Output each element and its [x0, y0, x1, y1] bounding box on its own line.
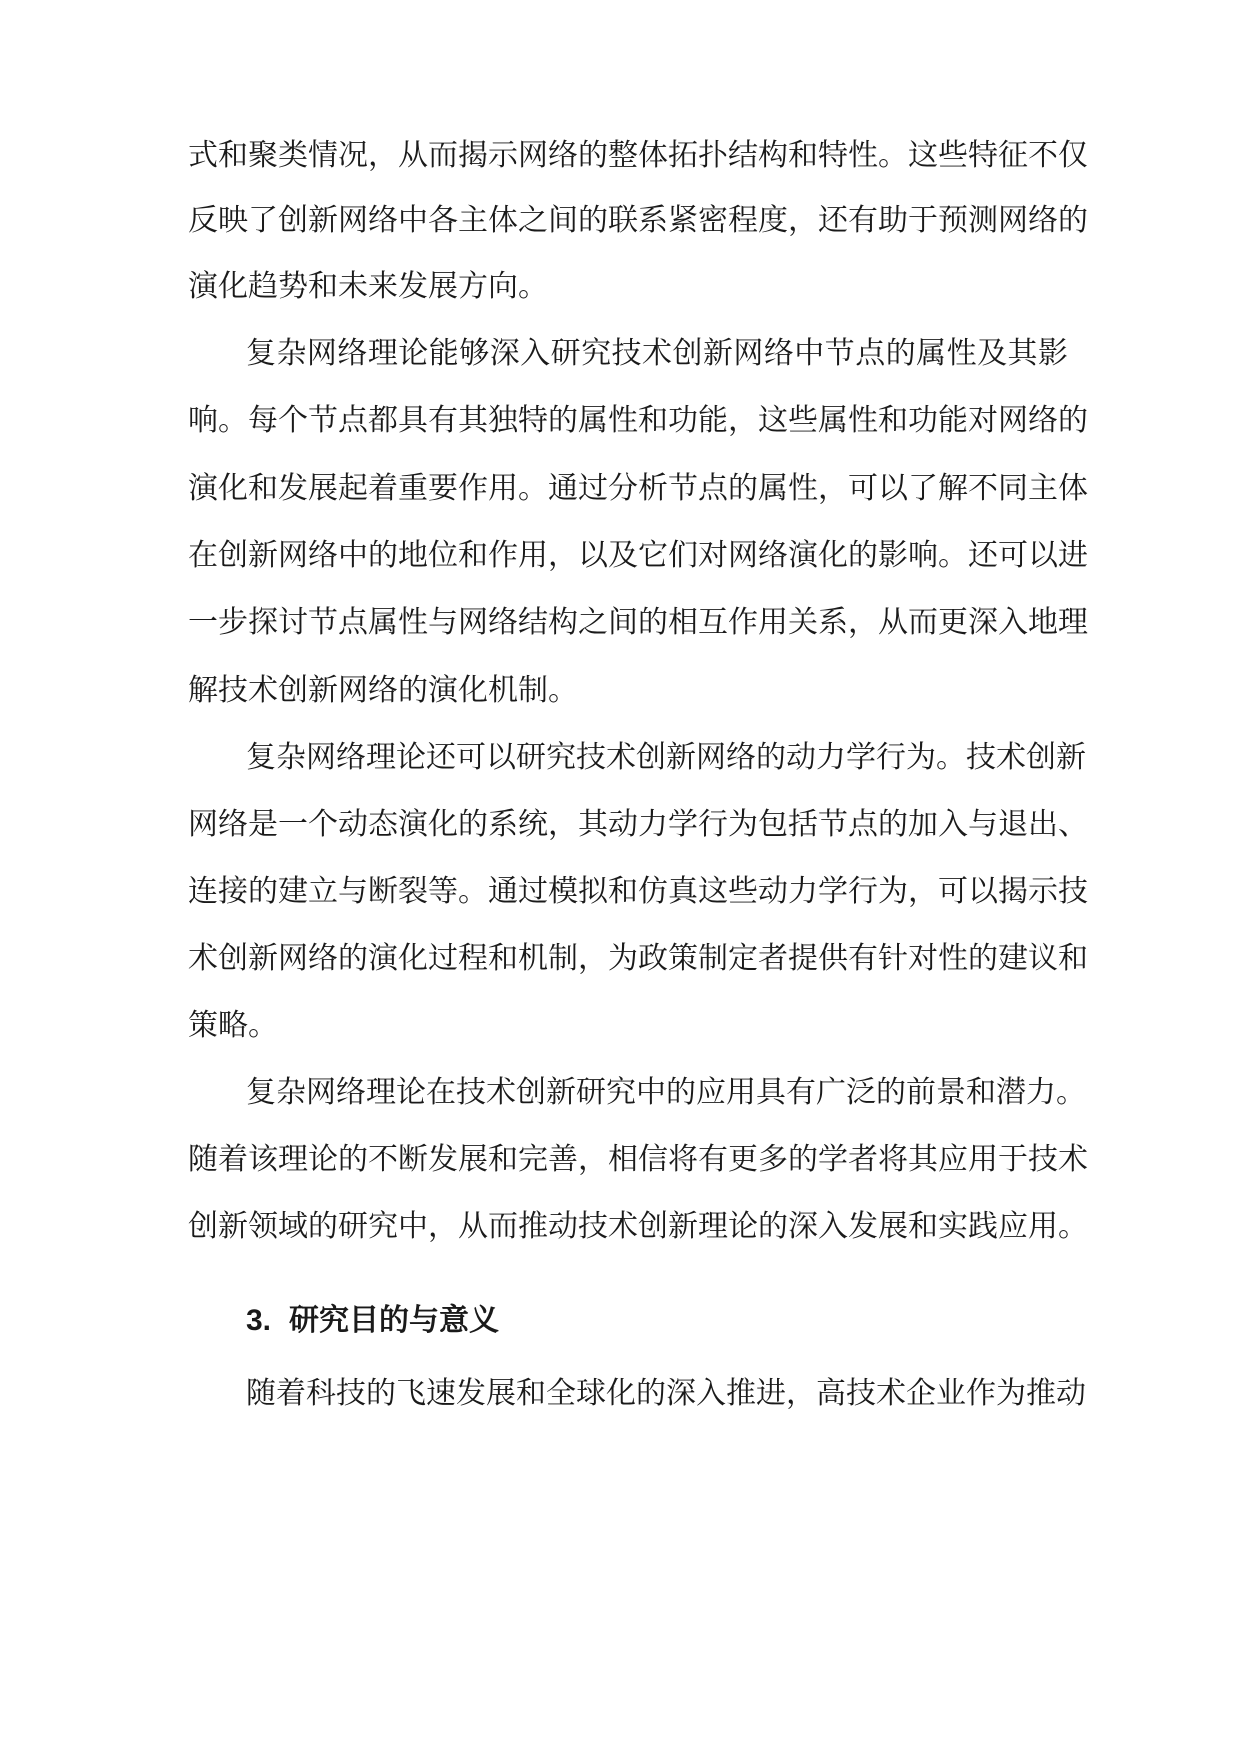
paragraph-3-line-1: 复杂网络理论还可以研究技术创新网络的动力学行为。技术创新 — [246, 740, 1086, 775]
section-title: 研究目的与意义 — [289, 1303, 500, 1338]
paragraph-2-line-3: 演化和发展起着重要作用。通过分析节点的属性，可以了解不同主体 — [188, 471, 1088, 506]
paragraph-3-line-4: 术创新网络的演化过程和机制，为政策制定者提供有针对性的建议和 — [188, 941, 1088, 976]
paragraph-4-line-3: 创新领域的研究中，从而推动技术创新理论的深入发展和实践应用。 — [188, 1209, 1088, 1244]
paragraph-2-line-4: 在创新网络中的地位和作用，以及它们对网络演化的影响。还可以进 — [188, 538, 1088, 573]
paragraph-2-line-5: 一步探讨节点属性与网络结构之间的相互作用关系，从而更深入地理 — [188, 605, 1088, 640]
paragraph-1-line-2: 反映了创新网络中各主体之间的联系紧密程度，还有助于预测网络的 — [188, 203, 1088, 238]
paragraph-1-line-1: 式和聚类情况，从而揭示网络的整体拓扑结构和特性。这些特征不仅 — [188, 138, 1088, 173]
paragraph-2-line-1: 复杂网络理论能够深入研究技术创新网络中节点的属性及其影 — [246, 336, 1068, 371]
paragraph-4-line-1: 复杂网络理论在技术创新研究中的应用具有广泛的前景和潜力。 — [246, 1075, 1086, 1110]
paragraph-2-line-6: 解技术创新网络的演化机制。 — [188, 673, 578, 708]
paragraph-2-line-2: 响。每个节点都具有其独特的属性和功能，这些属性和功能对网络的 — [188, 403, 1088, 438]
section-number: 3. — [246, 1304, 272, 1337]
paragraph-3-line-2: 网络是一个动态演化的系统，其动力学行为包括节点的加入与退出、 — [188, 807, 1088, 842]
section-heading — [246, 1297, 499, 1345]
paragraph-4-line-2: 随着该理论的不断发展和完善，相信将有更多的学者将其应用于技术 — [188, 1142, 1088, 1177]
paragraph-3-line-5: 策略。 — [188, 1008, 278, 1043]
paragraph-3-line-3: 连接的建立与断裂等。通过模拟和仿真这些动力学行为，可以揭示技 — [188, 874, 1088, 909]
paragraph-5-line-1: 随着科技的飞速发展和全球化的深入推进，高技术企业作为推动 — [246, 1376, 1086, 1411]
paragraph-1-line-3: 演化趋势和未来发展方向。 — [188, 269, 548, 304]
